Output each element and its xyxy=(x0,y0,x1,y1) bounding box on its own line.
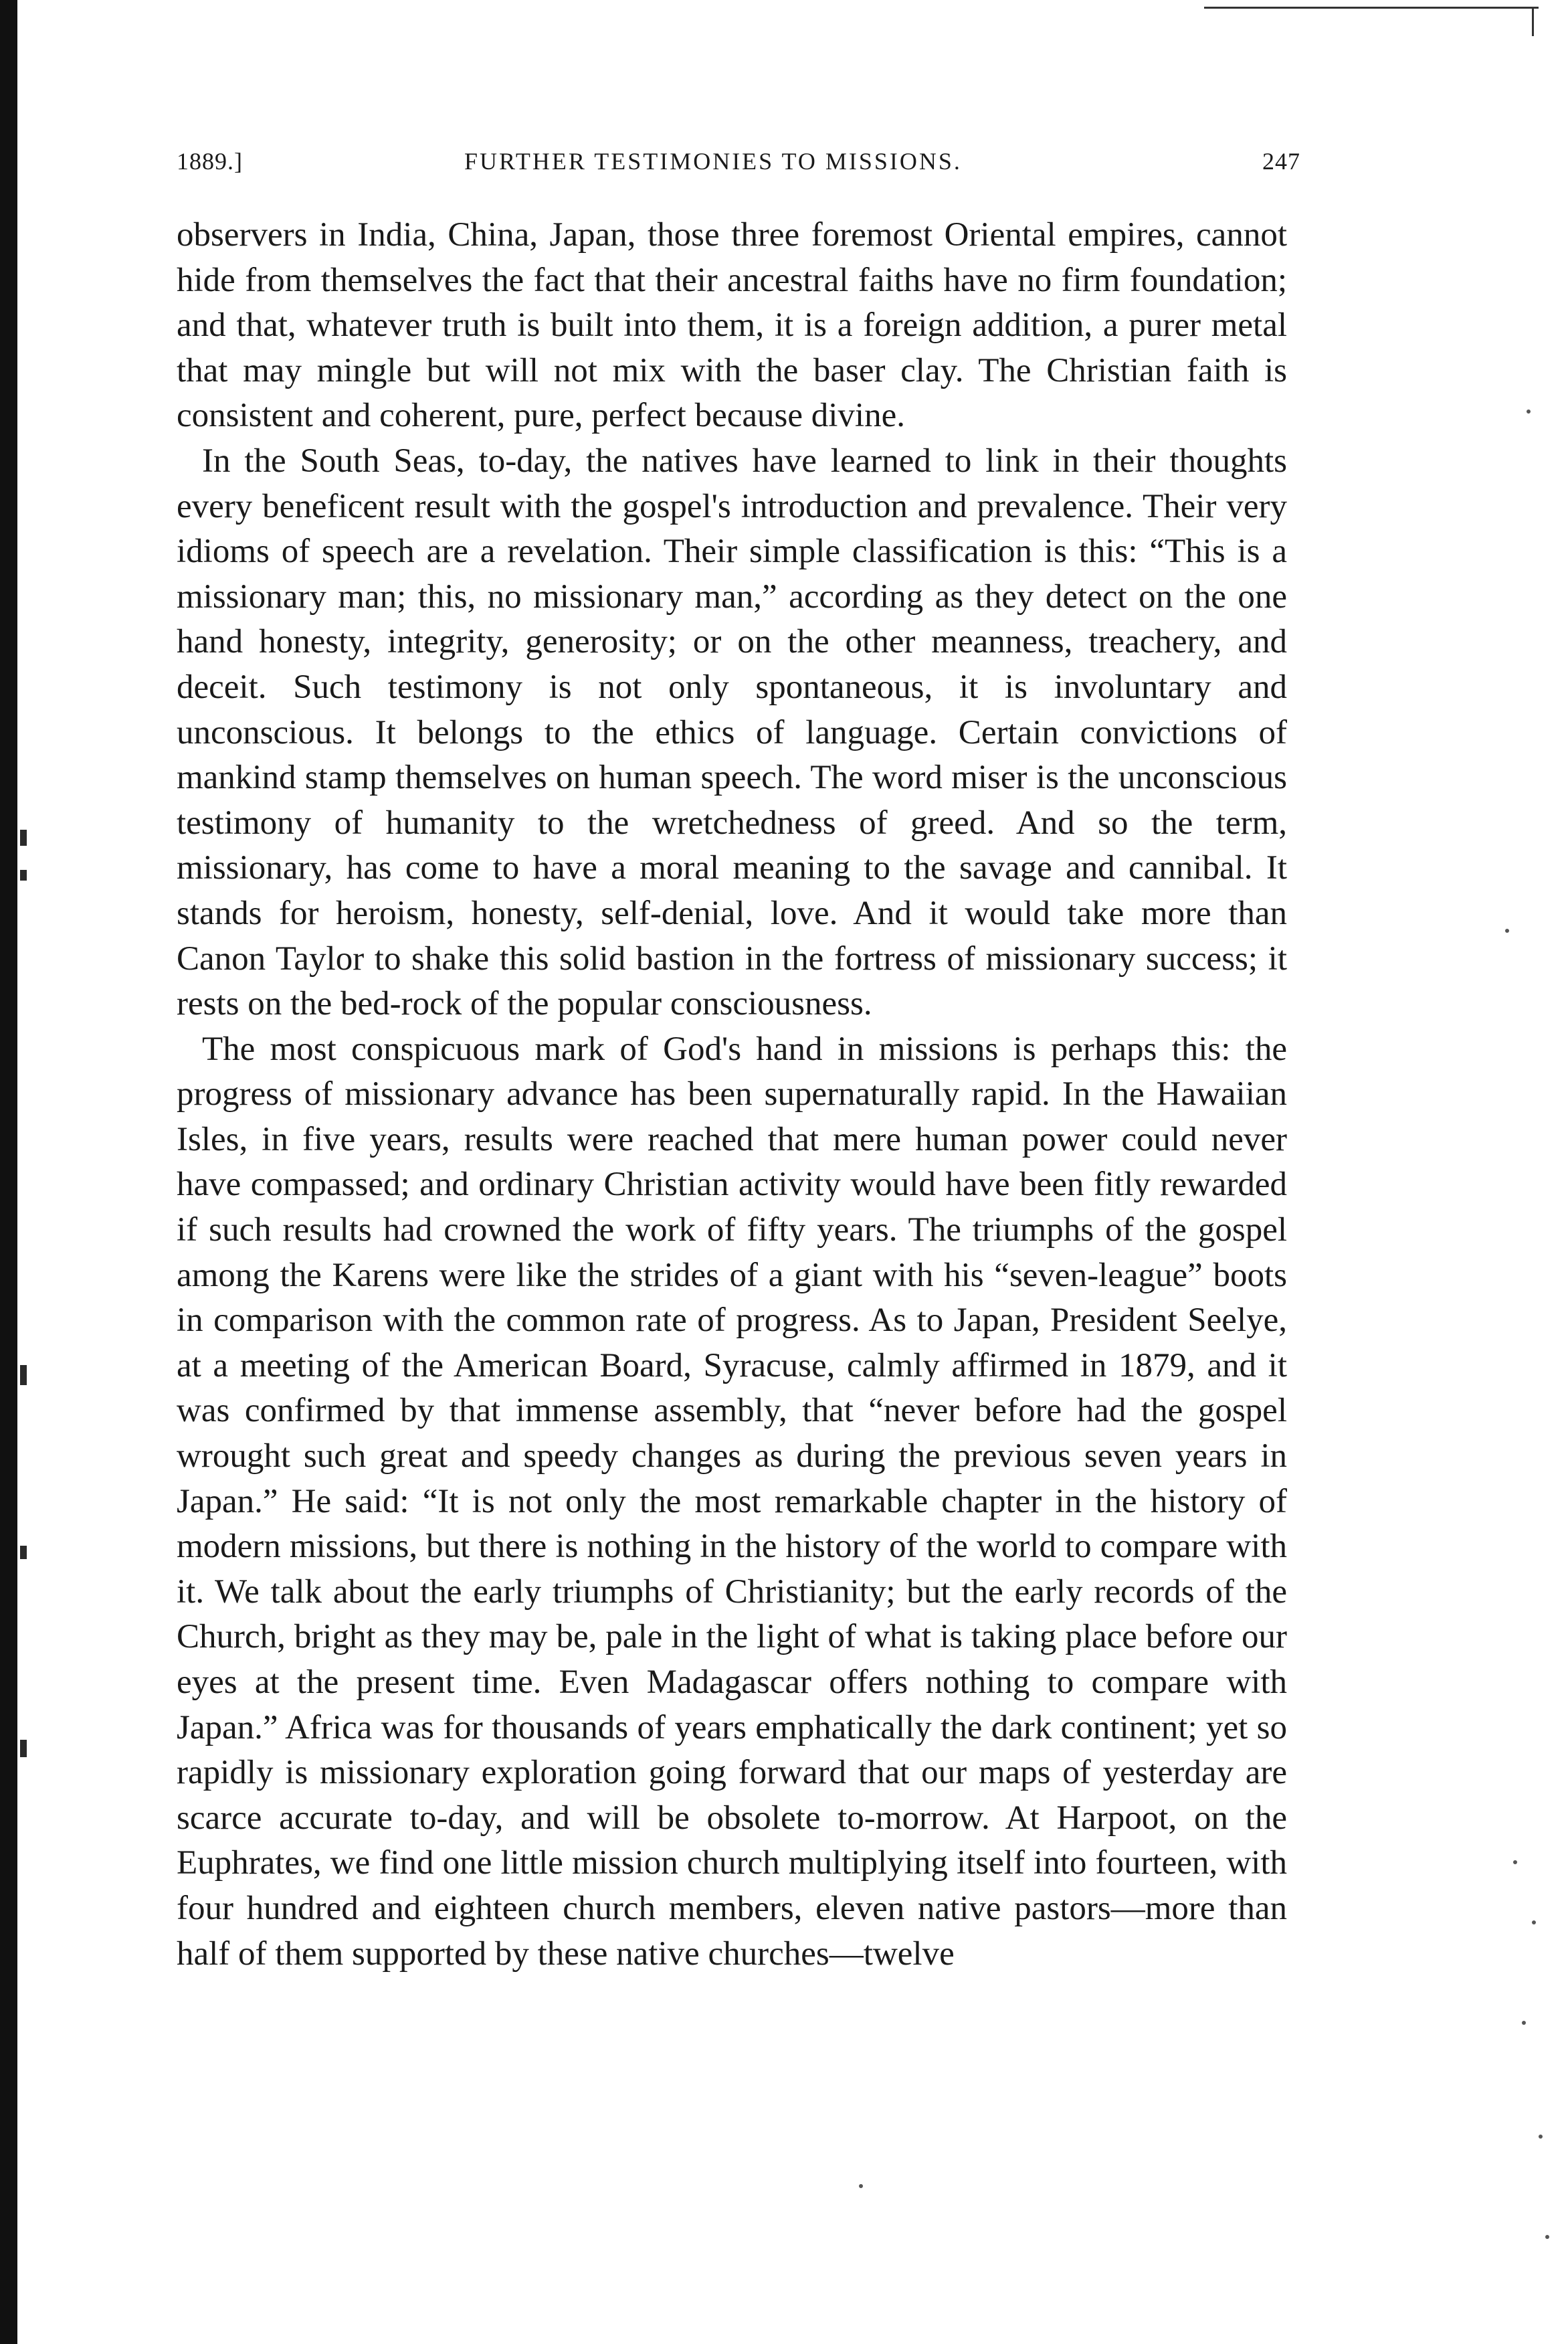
scan-corner-rule xyxy=(1204,7,1539,9)
binding-speck xyxy=(20,870,27,881)
body-text xyxy=(177,213,1287,1977)
paragraph-south-seas: In the South Seas, to-day, the natives have learned to link in their thoughts every beneficent result with the gospel's introduction and prevalence. Their very idioms of speech are a revelation. Their simple classification is this: “This is a missionary man; this, no missionary man,” according as they detect on the one hand honesty, integrity, generosity; or on the other meanness, treachery, and deceit. Such testimony is not only spontaneous, it is involuntary and unconscious. It belongs to the ethics of language. Certain convictions of mankind stamp themselves on human speech. The word miser is the unconscious testimony of humanity to the wretchedness of greed. And so the term, missionary, has come to have a moral meaning to the savage and cannibal. It stands for heroism, honesty, self-denial, love. And it would take more than Canon Taylor to shake this solid bastion in the fortress of missionary success; it rests on the bed-rock of the popular consciousness. xyxy=(177,442,1287,1023)
paragraph-conspicuous-mark: The most conspicuous mark of God's hand in missions is perhaps this: the progress of missionary advance has been supernaturally rapid. In the Hawaiian Isles, in five years, results were reached that mere human power could never have compassed; and ordinary Christian activity would have been fitly rewarded if such results had crowned the work of fifty years. The triumphs of the gospel among the Karens were like the strides of a giant with his “seven-league” boots in comparison with the common rate of progress. As to Japan, President Seelye, at a meeting of the American Board, Syracuse, calmly affirmed in 1879, and it was confirmed by that immense assembly, that “never before had the gospel wrought such great and speedy changes as during the previous seven years in Japan.” He said: “It is not only the most remarkable chapter in the history of modern missions, but there is nothing in the history of the world to compare with it. We talk about the early triumphs of Christianity; but the early records of the Church, bright as they may be, pale in the light of what is taking place before our eyes at the present time. Even Madagascar offers nothing to compare with Japan.” Africa was for thousands of years emphatically the dark continent; yet so rapidly is missionary exploration going forward that our maps of yesterday are scarce accurate to-day, and will be obsolete to-morrow. At Harpoot, on the Euphrates, we find one little mission church multiplying itself into fourteen, with four hundred and eighteen church members, eleven native pastors—more than half of them supported by these native churches—twelve xyxy=(177,1030,1287,1973)
scan-speck xyxy=(1505,929,1509,933)
scan-speck xyxy=(1532,1920,1536,1924)
scan-speck xyxy=(1522,2021,1526,2025)
running-header xyxy=(177,147,1300,187)
binding-speck xyxy=(20,1546,27,1559)
binding-speck xyxy=(20,1740,27,1757)
scan-speck xyxy=(1513,1860,1517,1864)
scan-speck xyxy=(1545,2235,1549,2239)
scan-corner-tick xyxy=(1532,7,1534,36)
binding-speck xyxy=(20,1365,27,1385)
running-title: FURTHER TESTIMONIES TO MISSIONS. xyxy=(464,148,962,175)
scan-speck xyxy=(859,2184,863,2188)
binding-edge xyxy=(0,0,17,2344)
page-number: 247 xyxy=(1262,148,1300,175)
scan-speck xyxy=(1539,2135,1543,2139)
paragraph-continuation: observers in India, China, Japan, those three foremost Oriental empires, cannot hide from themselves the fact that their ancestral faiths have no firm foundation; and that, whatever truth is built into them, it is a foreign addition, a purer metal that may mingle but will not mix with the baser clay. The Christian faith is consistent and coherent, pure, perfect because divine. xyxy=(177,216,1287,435)
scan-speck xyxy=(1527,410,1531,414)
header-year: 1889.] xyxy=(177,148,243,175)
binding-speck xyxy=(20,830,27,846)
